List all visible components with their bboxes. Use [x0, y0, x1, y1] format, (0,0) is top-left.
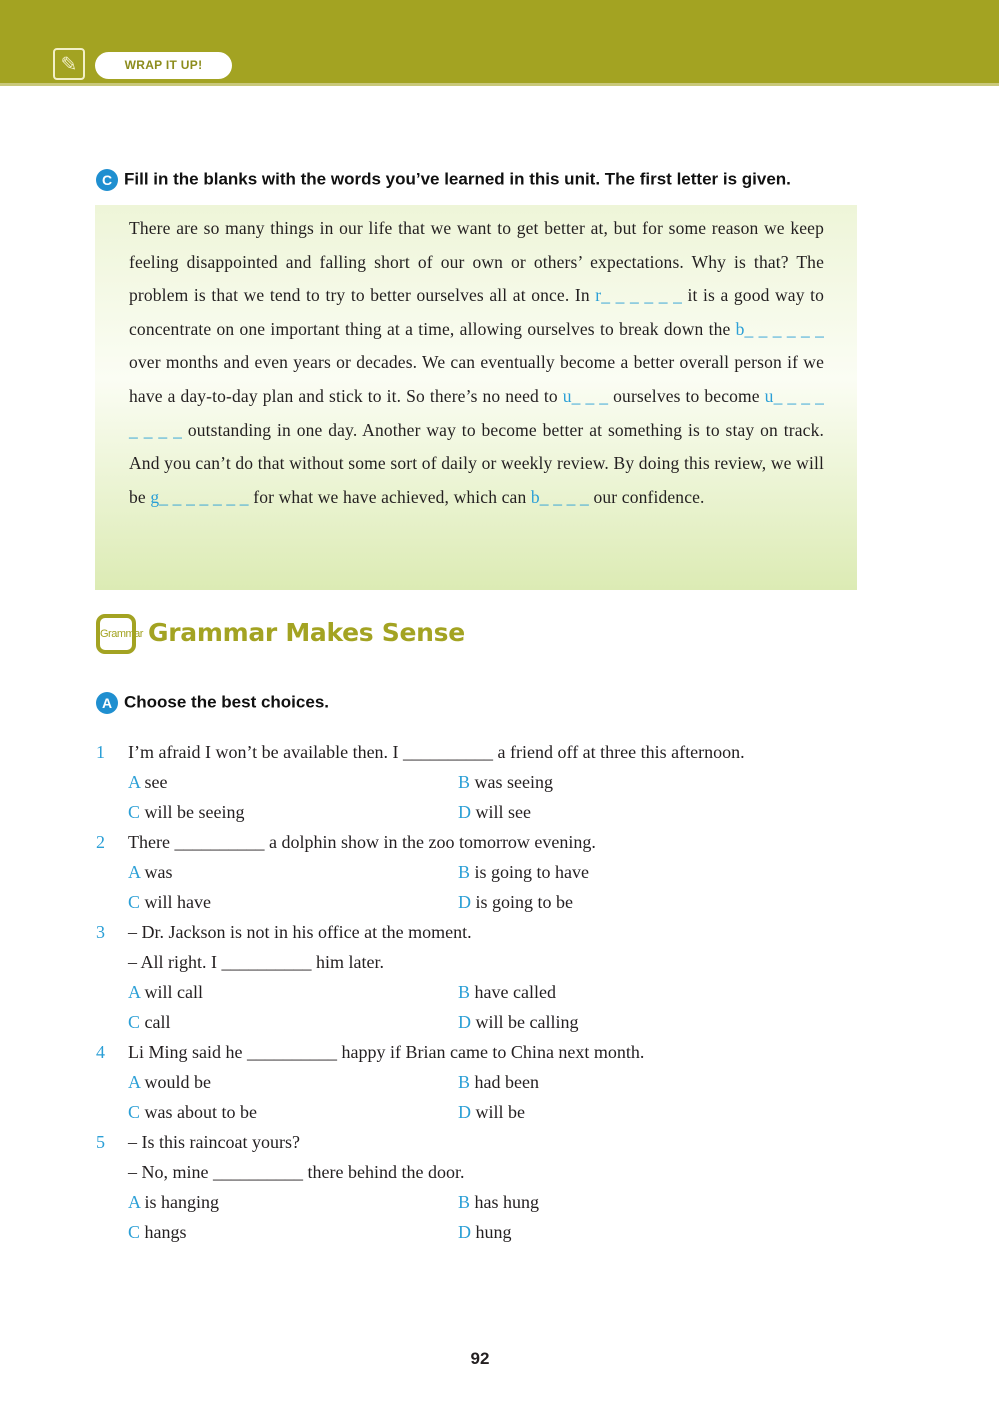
answer-option[interactable]: [128, 1187, 219, 1217]
option-text: hung: [475, 1222, 512, 1242]
page-number: 92: [470, 1349, 490, 1368]
option-text: hangs: [144, 1222, 187, 1242]
option-letter: A: [128, 982, 141, 1002]
option-letter: C: [128, 892, 141, 912]
passage-segment: ourselves to become: [608, 385, 765, 406]
answer-option[interactable]: [128, 1067, 211, 1097]
answer-blank: b_ _ _ _: [530, 486, 589, 507]
question-number: 2: [96, 832, 105, 852]
passage-segment: our confidence.: [588, 486, 705, 507]
option-letter: D: [458, 1012, 471, 1032]
question-number: 4: [96, 1042, 105, 1062]
passage-segment: There are so many things in our life that we want to get better at, but for some reason we keep feeling disappointed and falling short of our own or others’ expectations. Why is that? The problem is that we tend to try to better ourselves all at once. In: [129, 218, 824, 306]
answer-blank: g_ _ _ _ _ _ _: [150, 486, 249, 507]
header-bar: [0, 0, 999, 86]
answer-option[interactable]: [458, 1007, 578, 1037]
answer-option[interactable]: [128, 767, 168, 797]
answer-blank: u_ _ _ _ _ _ _ _: [129, 385, 825, 440]
section-c-badge: C: [96, 169, 118, 191]
answer-blank: b_ _ _ _ _ _: [735, 318, 824, 339]
answer-option[interactable]: [128, 857, 173, 887]
option-text: was seeing: [474, 772, 553, 792]
option-text: had been: [474, 1072, 539, 1092]
option-text: would be: [144, 1072, 212, 1092]
option-text: was: [144, 862, 173, 882]
grammar-icon: Grammar: [96, 614, 136, 654]
option-letter: D: [458, 1222, 471, 1242]
answer-option[interactable]: [458, 977, 556, 1007]
option-letter: C: [128, 1102, 141, 1122]
option-letter: A: [128, 1192, 141, 1212]
answer-option[interactable]: [128, 797, 245, 827]
answer-option[interactable]: [458, 1067, 539, 1097]
answer-option[interactable]: [458, 1187, 539, 1217]
option-text: is going to have: [474, 862, 590, 882]
question-number: 3: [96, 922, 105, 942]
answer-option[interactable]: [128, 1097, 257, 1127]
section-a-heading: [96, 692, 329, 714]
option-letter: B: [458, 1072, 471, 1092]
section-c-heading: [96, 169, 791, 191]
section-a-badge: A: [96, 692, 118, 714]
question-text: Li Ming said he __________ happy if Brian came to China next month.: [128, 1042, 645, 1062]
answer-blank: r_ _ _ _ _ _: [595, 285, 683, 306]
option-text: will see: [475, 802, 531, 822]
passage-segment: over months and even years or decades. We can eventually become a better overall person if we have a day-to-day plan and stick to it. So there’s no need to: [129, 352, 824, 406]
option-text: will be: [475, 1102, 525, 1122]
option-letter: B: [458, 862, 471, 882]
option-letter: A: [128, 1072, 141, 1092]
header-divider: [0, 83, 999, 86]
section-c-instruction: Fill in the blanks with the words you’ve learned in this unit. The first letter is given.: [124, 169, 791, 189]
option-text: will call: [144, 982, 203, 1002]
option-text: see: [144, 772, 168, 792]
option-letter: A: [128, 772, 141, 792]
option-text: will have: [144, 892, 211, 912]
question-text: There __________ a dolphin show in the zoo tomorrow evening.: [128, 832, 596, 852]
option-text: is going to be: [475, 892, 573, 912]
passage-segment: for what we have achieved, which can: [248, 486, 531, 507]
edit-note-icon: ✎: [53, 48, 85, 80]
option-text: have called: [474, 982, 556, 1002]
option-text: call: [144, 1012, 171, 1032]
question-text: – Dr. Jackson is not in his office at the moment.: [128, 922, 472, 942]
answer-option[interactable]: [458, 797, 531, 827]
option-letter: C: [128, 802, 141, 822]
question-text: – Is this raincoat yours?: [128, 1132, 300, 1152]
answer-option[interactable]: [128, 1217, 187, 1247]
question-text: – All right. I __________ him later.: [128, 952, 384, 972]
option-letter: A: [128, 862, 141, 882]
passage-segment: outstanding in one day. Another way to become better at something is to stay on track. And you can’t do that without some sort of daily or weekly review. By doing this review, we will be: [129, 419, 824, 507]
answer-option[interactable]: [128, 1007, 171, 1037]
option-letter: B: [458, 1192, 471, 1212]
answer-option[interactable]: [458, 887, 573, 917]
option-letter: B: [458, 772, 471, 792]
option-letter: B: [458, 982, 471, 1002]
question-number: 1: [96, 742, 105, 762]
passage-text: [129, 212, 824, 514]
question-text: – No, mine __________ there behind the door.: [128, 1162, 465, 1182]
answer-option[interactable]: [458, 1097, 525, 1127]
option-letter: D: [458, 802, 471, 822]
question-text: I’m afraid I won’t be available then. I __________ a friend off at three this afternoon.: [128, 742, 745, 762]
answer-option[interactable]: [128, 887, 211, 917]
option-text: will be seeing: [144, 802, 245, 822]
option-text: was about to be: [144, 1102, 257, 1122]
option-text: has hung: [474, 1192, 540, 1212]
section-a-instruction: Choose the best choices.: [124, 692, 329, 712]
option-letter: D: [458, 892, 471, 912]
answer-option[interactable]: [458, 767, 553, 797]
section-label: WRAP IT UP!: [95, 52, 232, 79]
answer-option[interactable]: [128, 977, 203, 1007]
grammar-title: Grammar Makes Sense: [148, 618, 465, 647]
question-number: 5: [96, 1132, 105, 1152]
answer-option[interactable]: [458, 857, 589, 887]
option-text: is hanging: [144, 1192, 220, 1212]
answer-blank: u_ _ _: [562, 385, 609, 406]
answer-option[interactable]: [458, 1217, 512, 1247]
passage-segment: it is a good way to concentrate on one important thing at a time, allowing ourselves to break down the: [129, 285, 824, 339]
option-text: will be calling: [475, 1012, 579, 1032]
option-letter: C: [128, 1012, 141, 1032]
option-letter: C: [128, 1222, 141, 1242]
option-letter: D: [458, 1102, 471, 1122]
